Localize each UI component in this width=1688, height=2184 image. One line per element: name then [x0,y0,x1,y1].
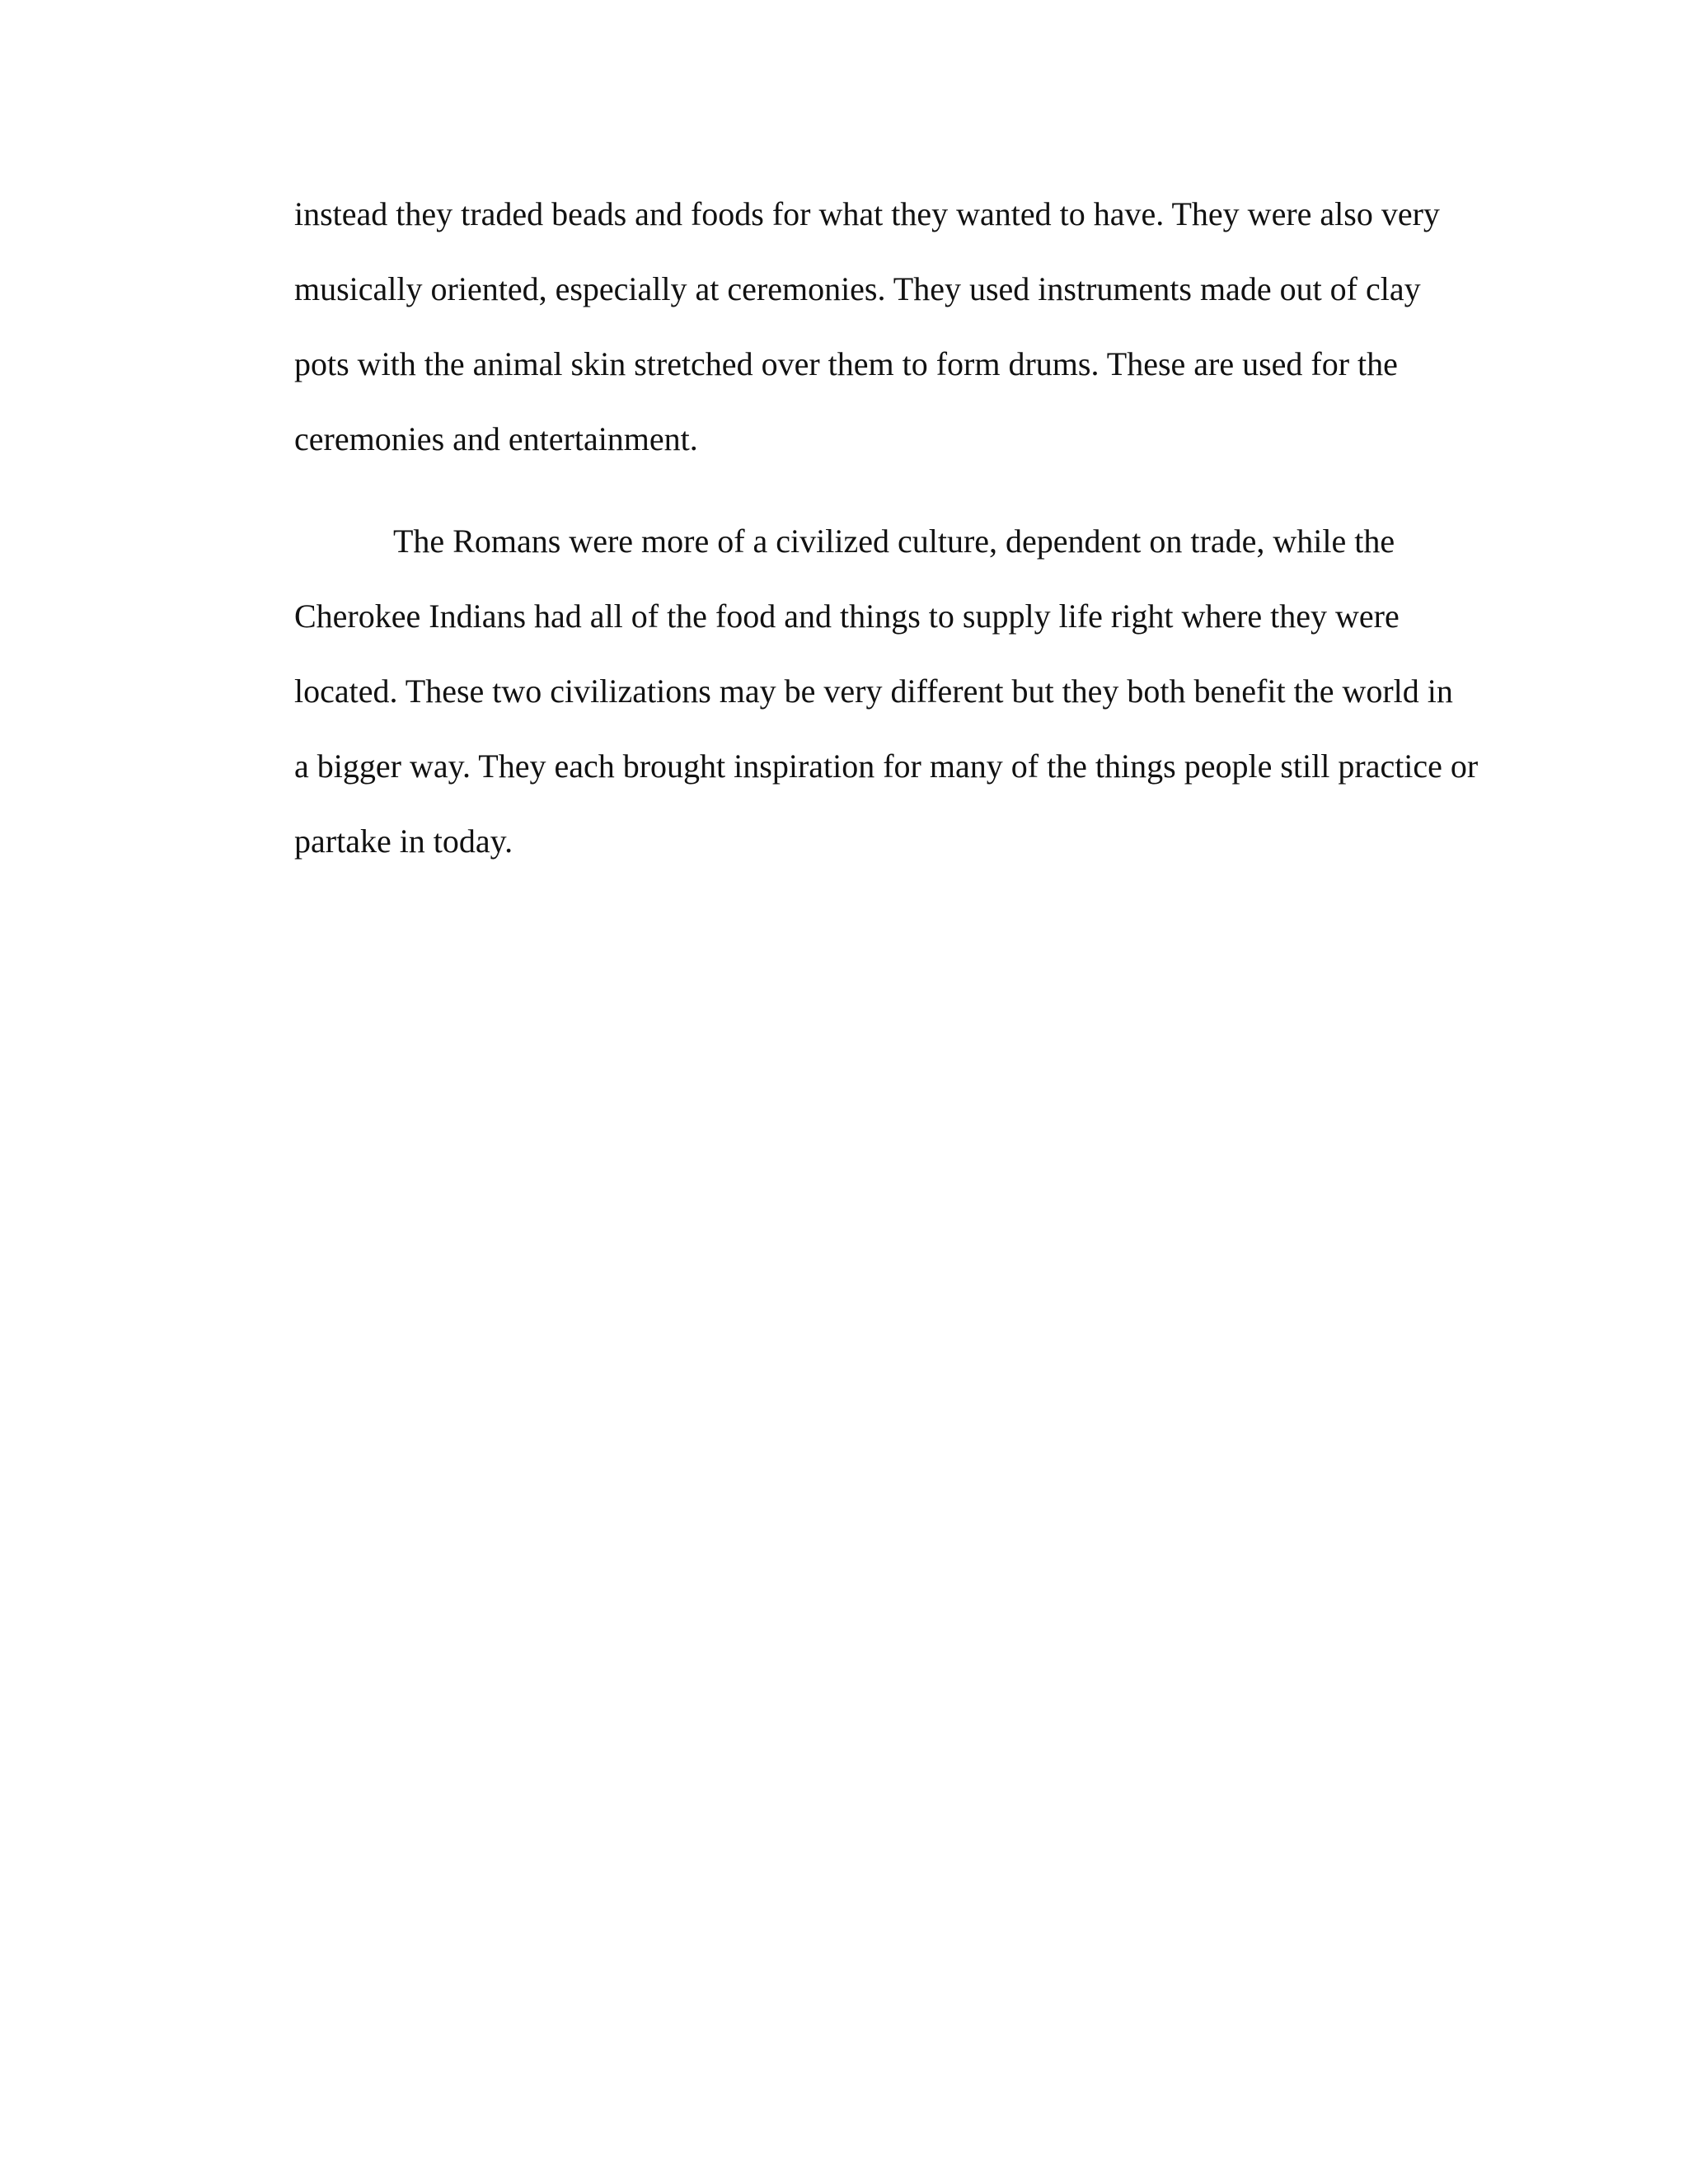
text-line: partake in today. [294,823,513,860]
text-line: pots with the animal skin stretched over them to form drums. These are used for the [294,345,1398,382]
text-line: The Romans were more of a civilized culture, dependent on trade, while the [393,523,1395,560]
text-line: Cherokee Indians had all of the food and things to supply life right where they were [294,598,1400,635]
text-line: musically oriented, especially at ceremonies. They used instruments made out of clay [294,270,1421,307]
text-line: instead they traded beads and foods for what they wanted to have. They were also very [294,195,1440,232]
text-line: located. These two civilizations may be very different but they both benefit the world in [294,673,1453,710]
text-line: a bigger way. They each brought inspiration for many of the things people still practice or [294,748,1479,785]
text-line: ceremonies and entertainment. [294,420,698,457]
